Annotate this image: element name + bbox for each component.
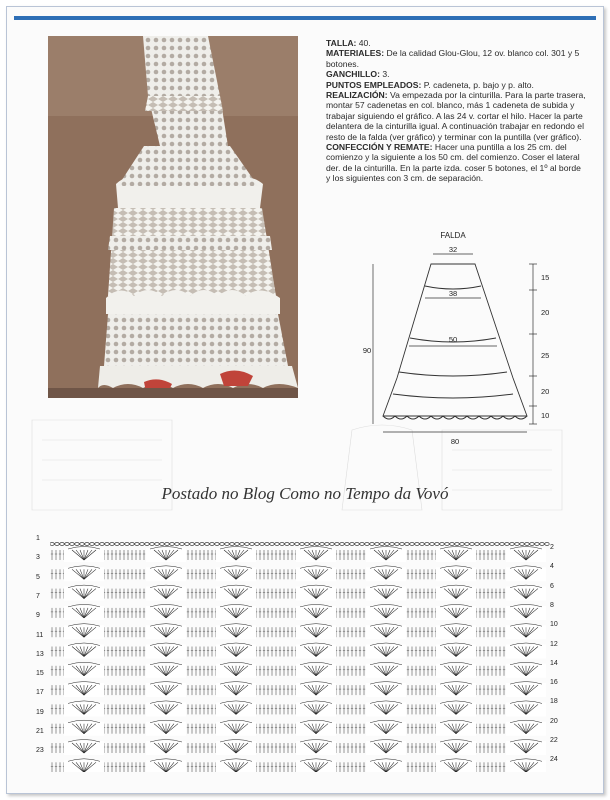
chain-stitch: [240, 543, 244, 546]
chain-stitch: [205, 543, 209, 546]
hook-value: 3.: [382, 69, 390, 80]
chain-stitch: [535, 543, 539, 546]
chain-stitch: [455, 543, 459, 546]
chain-stitch: [530, 543, 534, 546]
chain-stitch: [390, 543, 394, 546]
chain-stitch: [60, 543, 64, 546]
chain-stitch: [505, 543, 509, 546]
chain-stitch: [135, 543, 139, 546]
dim-seg-1: 15: [541, 273, 550, 282]
chain-stitch: [410, 543, 414, 546]
chain-stitch: [495, 543, 499, 546]
chain-stitch: [180, 543, 184, 546]
chain-stitch: [250, 543, 254, 546]
dim-seg-5: 10: [541, 411, 550, 420]
chain-stitch: [160, 543, 164, 546]
size-line: [326, 38, 586, 48]
materials-line: [326, 48, 586, 69]
row-number-right: 16: [550, 679, 558, 687]
chain-stitch: [100, 543, 104, 546]
finishing-line: [326, 142, 586, 184]
chain-stitch: [475, 543, 479, 546]
skirt-illustration: [48, 36, 298, 398]
chain-stitch: [95, 543, 99, 546]
row-number-left: 13: [36, 650, 44, 658]
chain-stitch: [75, 543, 79, 546]
chain-stitch: [220, 543, 224, 546]
top-rule: [14, 16, 596, 20]
chain-stitch: [435, 543, 439, 546]
chain-stitch: [380, 543, 384, 546]
dim-width-3: 50: [448, 335, 458, 344]
row-number-left: 19: [36, 708, 44, 716]
realization-label: REALIZACIÓN:: [326, 90, 388, 101]
row-number-left: 15: [36, 670, 44, 678]
chain-stitch: [540, 543, 544, 546]
chain-stitch: [80, 543, 84, 546]
chain-stitch: [465, 543, 469, 546]
row-number-left: 7: [36, 592, 40, 600]
row-number-right: 18: [550, 698, 558, 706]
chain-stitch: [280, 543, 284, 546]
chain-stitch: [445, 543, 449, 546]
chain-stitch: [105, 543, 109, 546]
chain-stitch: [350, 543, 354, 546]
dim-seg-2: 20: [541, 308, 550, 317]
realization-line: [326, 90, 586, 142]
chain-stitch: [290, 543, 294, 546]
chain-stitch: [120, 543, 124, 546]
chain-stitch: [50, 543, 54, 546]
chain-stitch: [170, 543, 174, 546]
chain-stitch: [255, 543, 259, 546]
stitches-value: P. cadeneta, p. bajo y p. alto.: [423, 79, 534, 90]
blog-watermark: Postado no Blog Como no Tempo da Vovó: [161, 484, 449, 503]
chain-stitch: [285, 543, 289, 546]
row-number-right: 2: [550, 544, 554, 551]
chain-stitch: [310, 543, 314, 546]
chain-stitch: [110, 543, 114, 546]
chain-stitch: [315, 543, 319, 546]
row-number-right: 24: [550, 756, 558, 764]
dim-top-width: 32: [448, 245, 458, 254]
chain-stitch: [70, 543, 74, 546]
chain-stitch: [175, 543, 179, 546]
row-number-right: 4: [550, 563, 554, 571]
chain-stitch: [145, 543, 149, 546]
chain-stitch: [370, 543, 374, 546]
dim-total-height: 90: [362, 346, 372, 355]
chain-stitch: [155, 543, 159, 546]
chain-stitch: [130, 543, 134, 546]
chain-stitch: [295, 543, 299, 546]
dim-bottom-width: 80: [450, 437, 460, 446]
chain-stitch: [305, 543, 309, 546]
chain-stitch: [210, 543, 214, 546]
chain-stitch: [245, 543, 249, 546]
chain-stitch: [340, 543, 344, 546]
size-label: TALLA:: [326, 38, 357, 48]
chain-stitch: [490, 543, 494, 546]
chain-stitch: [185, 543, 189, 546]
schematic-title: FALDA: [440, 231, 466, 240]
chain-stitch: [300, 543, 304, 546]
chain-stitch: [515, 543, 519, 546]
chain-stitch: [235, 543, 239, 546]
tier-line-4: [393, 394, 513, 398]
chain-stitch: [450, 543, 454, 546]
hook-label: GANCHILLO:: [326, 69, 380, 80]
chain-stitch: [430, 543, 434, 546]
chain-stitch: [545, 543, 549, 546]
materials-label: MATERIALES:: [326, 48, 385, 59]
row-number-right: 22: [550, 737, 558, 744]
chain-stitch: [275, 543, 279, 546]
row-number-left: 3: [36, 554, 40, 562]
chain-stitch: [520, 543, 524, 546]
chain-stitch: [125, 543, 129, 546]
chain-stitch: [355, 543, 359, 546]
chain-stitch: [140, 543, 144, 546]
chain-stitch: [225, 543, 229, 546]
row-number-left: 17: [36, 689, 44, 697]
chain-stitch: [55, 543, 59, 546]
ghost-pattern: [22, 410, 582, 522]
row-number-right: 12: [550, 640, 558, 648]
skirt-photo: [48, 36, 298, 398]
hook-line: [326, 69, 586, 79]
chain-stitch: [385, 543, 389, 546]
chain-stitch: [165, 543, 169, 546]
stitches-label: PUNTOS EMPLEADOS:: [326, 79, 422, 90]
chain-stitch: [395, 543, 399, 546]
chain-stitch: [115, 543, 119, 546]
tier-line-3: [399, 372, 507, 376]
chain-stitch: [420, 543, 424, 546]
chain-stitch: [150, 543, 154, 546]
finishing-value: Hacer una puntilla a los 25 cm. del comienzo y la siguiente a los 50 cm. del comienzo. Coser el lateral der. de la cinturilla. En la parte izda. coser 5 botones, el 1º al borde y los siguientes con 3 cm. de separación.: [326, 142, 581, 184]
chain-stitch: [190, 543, 194, 546]
chain-stitch: [215, 543, 219, 546]
chain-stitch: [90, 543, 94, 546]
chain-stitch: [525, 543, 529, 546]
pattern-instructions: [326, 38, 586, 184]
chain-stitch: [365, 543, 369, 546]
row-number-right: 14: [550, 659, 558, 667]
chain-stitch: [325, 543, 329, 546]
finishing-label: CONFECCIÓN Y REMATE:: [326, 142, 433, 153]
chain-stitch: [485, 543, 489, 546]
row-number-left: 1: [36, 535, 40, 542]
materials-value: De la calidad Glou-Glou, 12 ov. blanco col. 301 y 5 botones.: [326, 48, 580, 69]
chain-stitch: [415, 543, 419, 546]
chain-stitch: [345, 543, 349, 546]
row-number-right: 10: [550, 621, 558, 629]
row-number-left: 9: [36, 612, 40, 620]
chain-stitch: [375, 543, 379, 546]
chain-stitch: [400, 543, 404, 546]
row-number-left: 23: [36, 747, 44, 755]
chain-stitch: [500, 543, 504, 546]
row-number-left: 5: [36, 573, 40, 581]
row-number-left: 11: [36, 631, 44, 639]
chain-stitch: [270, 543, 274, 546]
chain-stitch: [460, 543, 464, 546]
dim-seg-3: 25: [541, 351, 550, 360]
chain-stitch: [360, 543, 364, 546]
dim-width-2: 38: [448, 289, 458, 298]
chain-stitch: [65, 543, 69, 546]
chain-stitch: [425, 543, 429, 546]
chain-stitch: [405, 543, 409, 546]
stitches-line: [326, 80, 586, 90]
chain-stitch: [265, 543, 269, 546]
chain-stitch: [230, 543, 234, 546]
realization-value: Va empezada por la cinturilla. Para la parte trasera, montar 57 cadenetas en col. blanco, más 1 cadeneta de subida y trabajar siguiendo el gráfico. A las 24 v. cortar el hilo. Hacer la parte delantera de la cinturilla igual. A continuación trabajar en redondo el resto de la falda (ver gráfico) y terminar con la puntilla (ver gráfico).: [326, 90, 586, 142]
dim-seg-4: 20: [541, 387, 550, 396]
chain-stitch: [335, 543, 339, 546]
chain-stitch: [195, 543, 199, 546]
chain-stitch: [440, 543, 444, 546]
crochet-chart: [50, 536, 550, 772]
chain-stitch: [480, 543, 484, 546]
chain-stitch: [260, 543, 264, 546]
row-number-right: 20: [550, 717, 558, 725]
chain-stitch: [85, 543, 89, 546]
row-number-left: 21: [36, 728, 44, 735]
chain-stitch: [510, 543, 514, 546]
size-value: 40.: [358, 38, 371, 48]
chain-stitch: [330, 543, 334, 546]
chain-stitch: [200, 543, 204, 546]
row-number-right: 8: [550, 601, 554, 609]
row-number-right: 6: [550, 582, 554, 590]
chain-stitch: [320, 543, 324, 546]
chain-stitch: [470, 543, 474, 546]
